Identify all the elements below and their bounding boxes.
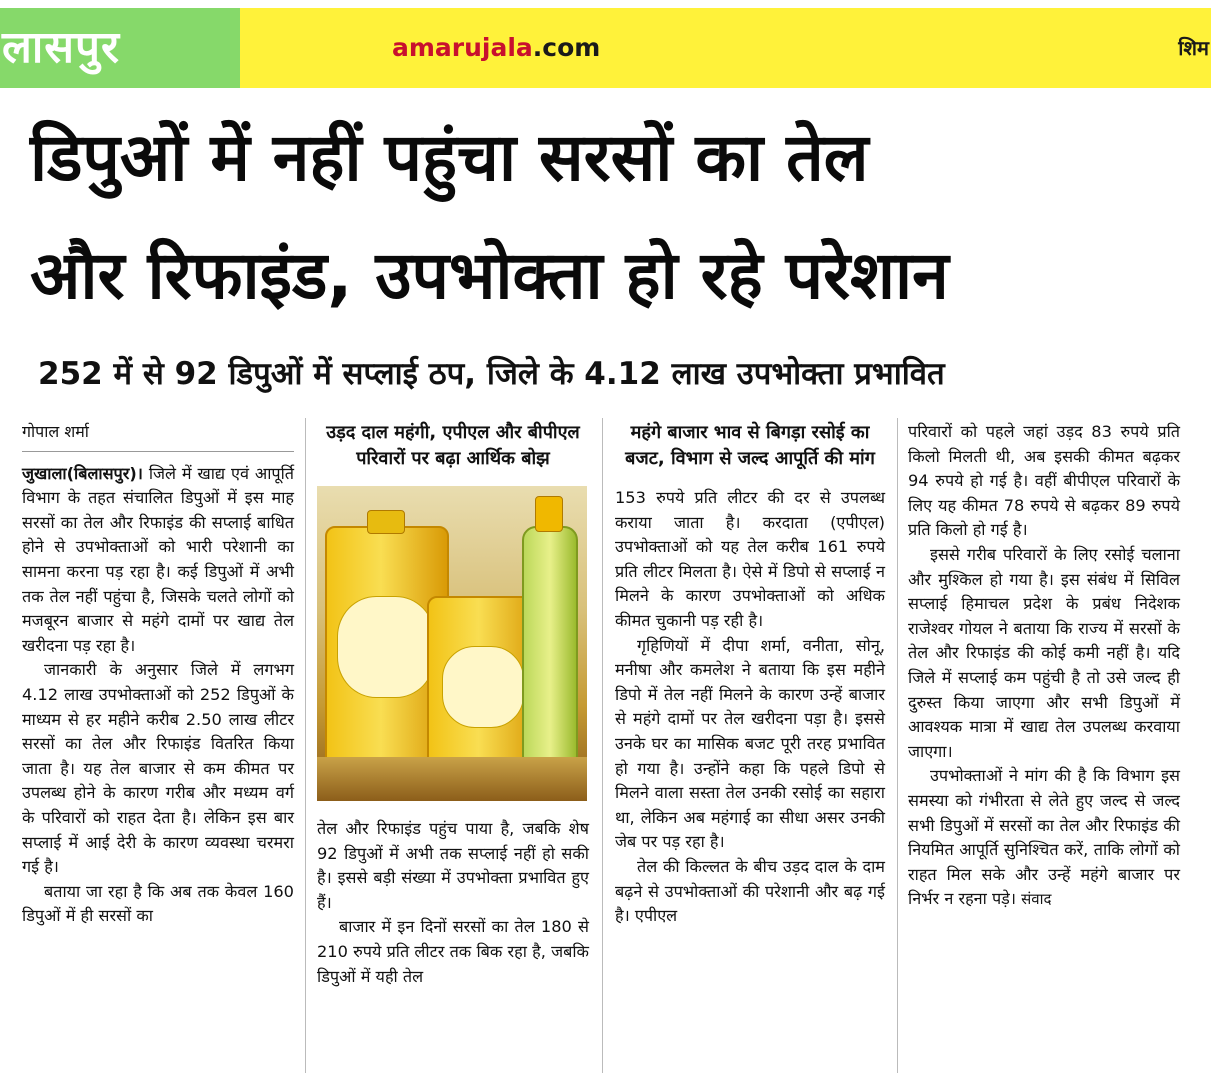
column-divider xyxy=(602,418,603,1073)
paragraph: इससे गरीब परिवारों के लिए रसोई चलाना और मुश्किल हो गया है। इस संबंध में सिविल सप्लाई हिमाचल प्रदेश के प्रबंध निदेशक राजेश्वर गोयल ने बताया कि राज्य में सरसों के तेल और रिफाइंड की कोई कमी नहीं है। यदि जिले में सप्लाई कम पहुंची है तो उसे जल्द ही दुरुस्त किया जाएगा और सभी डिपुओं में आवश्यक मात्रा में खाद्य तेल उपलब्ध करवाया जाएगा। xyxy=(908,544,1180,761)
paragraph: जानकारी के अनुसार जिले में लगभग 4.12 लाख उपभोक्ताओं को 252 डिपुओं के माध्यम से हर महीने करीब 2.50 लाख लीटर सरसों का तेल और रिफाइंड वितरित किया जाता है। यह तेल बाजार से कम कीमत पर उपलब्ध होने के कारण गरीब और मध्यम वर्ग के परिवारों को राहत देता है। लेकिन इस बार सप्लाई में आई देरी के कारण व्यवस्था चरमरा गई है। xyxy=(22,660,294,877)
paragraph: गृहिणियों में दीपा शर्मा, वनीता, सोनू, मनीषा और कमलेश ने बताया कि इस महीने डिपो में तेल नहीं मिलने के कारण उन्हें बाजार से महंगे दामों पर तेल खरीदना पड़ा है। इससे उनके घर का मासिक बजट पूरी तरह प्रभावित हो गया है। उन्होंने कहा कि पहले डिपो से मिलने वाला सस्ता तेल उनकी रसोई का सहारा था, लेकिन अब महंगाई का सीधा असर उनकी जेब पर पड़ रहा है। xyxy=(615,635,885,852)
oil-bottles-photo xyxy=(317,486,587,801)
edition-name: लासपुर xyxy=(0,8,240,88)
article-column-1 xyxy=(22,420,294,929)
headline-line-1: डिपुओं में नहीं पहुंचा सरसों का तेल xyxy=(30,119,869,196)
subheadline: 252 में से 92 डिपुओं में सप्लाई ठप, जिले के 4.12 लाख उपभोक्ता प्रभावित xyxy=(38,356,945,392)
paragraph: बताया जा रहा है कि अब तक केवल 160 डिपुओं में ही सरसों का xyxy=(22,881,294,926)
edition-name-right: शिम xyxy=(1178,36,1209,60)
brand-logo xyxy=(392,8,600,88)
column-divider xyxy=(897,418,898,1073)
oil-jar-label xyxy=(442,646,524,728)
brand-domain: .com xyxy=(532,33,601,62)
credit: संवाद xyxy=(1021,890,1052,909)
oil-jar-cap xyxy=(367,510,405,534)
column-divider xyxy=(305,418,306,1073)
paragraph: परिवारों को पहले जहां उड़द 83 रुपये प्रति किलो मिलती थी, अब इसकी कीमत बढ़कर 94 रुपये हो गई है। वहीं बीपीएल परिवारों के लिए यह कीमत 78 रुपये से बढ़कर 89 रुपये प्रति किलो हो गई है। xyxy=(908,422,1180,540)
paragraph: 153 रुपये प्रति लीटर की दर से उपलब्ध कराया जाता है। करदाता (एपीएल) उपभोक्ताओं को यह तेल करीब 161 रुपये प्रति लीटर मिलता है। ऐसे में डिपो से सप्लाई न मिलने के कारण उपभोक्ताओं को अधिक कीमत चुकानी पड़ रही है। xyxy=(615,488,885,630)
paragraph: तेल की किल्लत के बीच उड़द दाल के दाम बढ़ने से उपभोक्ताओं की परेशानी और बढ़ गई है। एपीएल xyxy=(615,856,885,926)
column-subhead: उड़द दाल महंगी, एपीएल और बीपीएल परिवारों पर बढ़ा आर्थिक बोझ xyxy=(326,422,580,469)
oil-bottle-shape xyxy=(522,526,578,770)
byline: गोपाल शर्मा xyxy=(22,420,294,452)
article-column-2 xyxy=(317,420,589,989)
shelf-shape xyxy=(317,757,587,801)
paragraph xyxy=(22,462,294,659)
headline-line-2: और रिफाइंड, उपभोक्ता हो रहे परेशान xyxy=(30,237,949,314)
article-column-3 xyxy=(615,420,885,929)
paragraph-text: उपभोक्ताओं ने मांग की है कि विभाग इस समस्या को गंभीरता से लेते हुए जल्द से जल्द सभी डिपुओं में सरसों का तेल और रिफाइंड की नियमित आपूर्ति सुनिश्चित करें, ताकि लोगों को राहत मिल सके और उन्हें महंगे बाजार पर निर्भर न रहना पड़े। xyxy=(908,766,1180,909)
dateline: जुखाला(बिलासपुर)। xyxy=(22,463,143,483)
paragraph-text: जिले में खाद्य एवं आपूर्ति विभाग के तहत संचालित डिपुओं में इस माह सरसों का तेल और रिफाइंड की सप्लाई बाधित होने से उपभोक्ताओं को भारी परेशानी का सामना करना पड़ रहा है। कई डिपुओं में अभी तक तेल नहीं पहुंचा है, जिसके चलते लोगों को मजबूरन बाजार से महंगे दामों पर खाद्य तेल खरीदना पड़ रहा है। xyxy=(22,463,294,655)
paragraph: बाजार में इन दिनों सरसों का तेल 180 से 210 रुपये प्रति लीटर तक बिक रहा है, जबकि डिपुओं में यही तेल xyxy=(317,917,589,986)
paragraph: तेल और रिफाइंड पहुंच पाया है, जबकि शेष 92 डिपुओं में अभी तक सप्लाई नहीं हो सकी है। इससे बड़ी संख्या में उपभोक्ता प्रभावित हुए हैं। xyxy=(317,819,589,912)
article-column-4 xyxy=(908,420,1180,912)
column-subhead: महंगे बाजार भाव से बिगड़ा रसोई का बजट, विभाग से जल्द आपूर्ति की मांग xyxy=(625,422,875,469)
oil-bottle-cap xyxy=(535,496,563,532)
paragraph xyxy=(908,764,1180,912)
brand-name: amarujala xyxy=(392,33,533,62)
masthead-strip xyxy=(0,8,1211,88)
oil-jar-label xyxy=(337,596,435,698)
